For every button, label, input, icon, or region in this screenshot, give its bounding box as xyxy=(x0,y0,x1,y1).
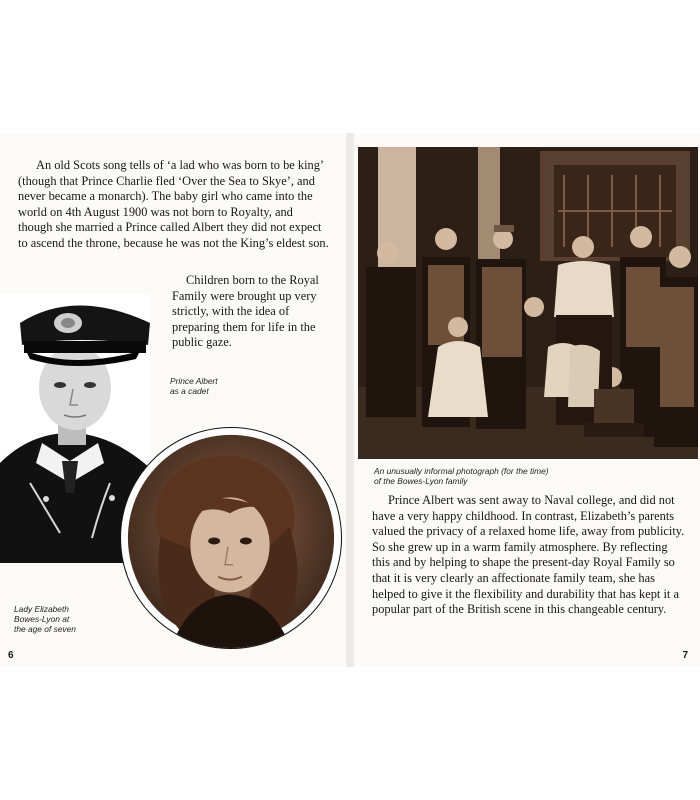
right-page-number: 7 xyxy=(682,650,688,661)
bowes-lyon-family-photo xyxy=(358,147,698,459)
lady-caption-line-3: the age of seven xyxy=(14,624,76,634)
lady-caption-line-2: Bowes-Lyon at xyxy=(14,614,70,624)
left-page xyxy=(0,133,346,667)
lady-elizabeth-portrait xyxy=(120,427,342,649)
cadet-caption-line-2: as a cadet xyxy=(170,386,209,396)
intro-paragraph-text: An old Scots song tells of ‘a lad who was born to be king’ (though that Prince Charlie fled ‘Over the Sea to Skye’, and never became a monarch). The baby girl who came into the world on 4th August 1900 was not born to Royalty, and though she married a Prince called Albert they did not expect to ascend the throne, because he was not the King’s eldest son. xyxy=(18,158,329,250)
family-life-paragraph xyxy=(372,493,686,618)
lady-elizabeth-caption xyxy=(14,604,76,634)
family-photo-caption xyxy=(374,466,549,486)
upbringing-paragraph xyxy=(172,273,332,351)
cadet-caption xyxy=(170,376,218,396)
upbringing-paragraph-text: Children born to the Royal Family were brought up very strictly, with the idea of preparing them for life in the public gaze. xyxy=(172,273,319,350)
family-caption-line-1: An unusually informal photograph (for the time) xyxy=(374,466,549,476)
lady-caption-line-1: Lady Elizabeth xyxy=(14,604,69,614)
cadet-caption-line-1: Prince Albert xyxy=(170,376,218,386)
book-gutter xyxy=(346,133,354,667)
family-caption-line-2: of the Bowes-Lyon family xyxy=(374,476,468,486)
right-page xyxy=(354,133,700,667)
family-life-paragraph-text: Prince Albert was sent away to Naval college, and did not have a very happy childhood. In contrast, Elizabeth’s parents valued the privacy of a relaxed home life, away from publicity. So she grew up in a warm family atmosphere. By reflecting this and by helping to shape the present-day Royal Family so that it is very clearly an affectionate family team, she has helped to give it the flexibility and durability that has kept it a popular part of the British scene in this changeable century. xyxy=(372,493,685,617)
intro-paragraph xyxy=(18,158,330,252)
left-page-number: 6 xyxy=(8,650,14,661)
